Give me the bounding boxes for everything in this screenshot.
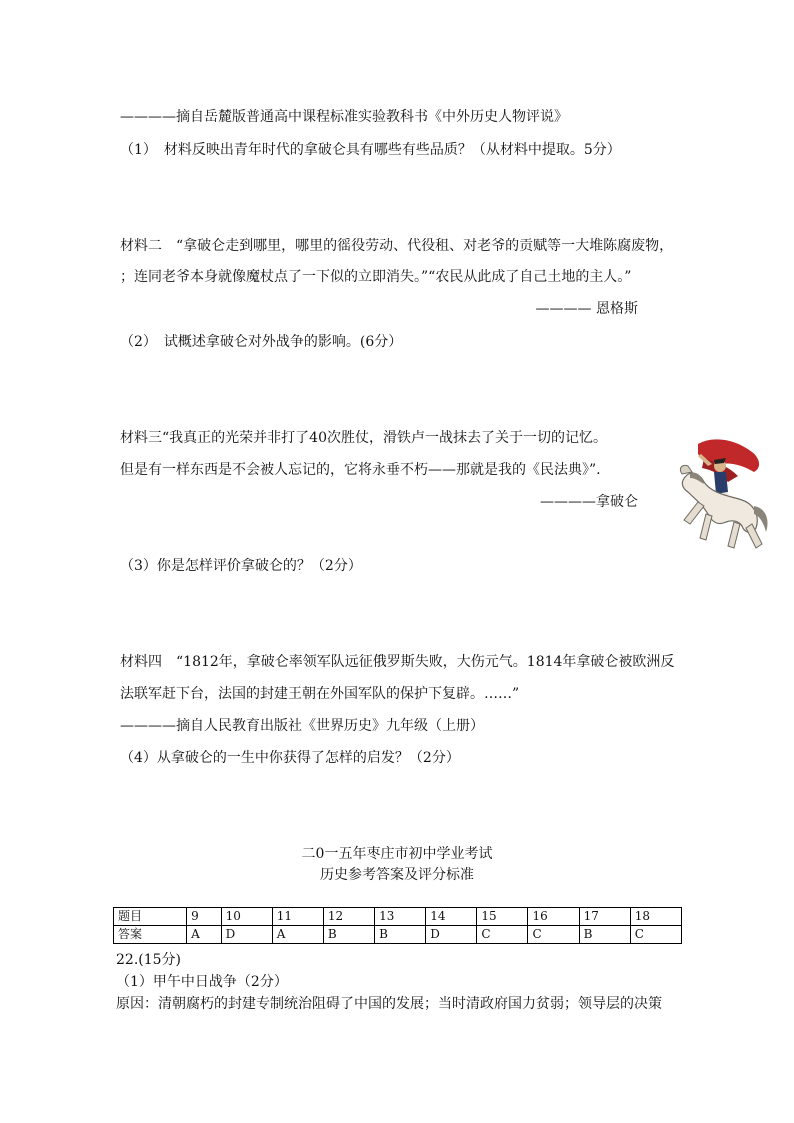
table-cell: C [477, 926, 528, 944]
question-1: （1） 材料反映出青年时代的拿破仑具有哪些有些品质？（从材料中提取。5分） [120, 142, 621, 158]
table-cell: B [323, 926, 374, 944]
material-3-source: ————拿破仑 [540, 494, 638, 510]
answer-subtitle: 历史参考答案及评分标准 [320, 867, 474, 883]
table-cell: C [630, 926, 681, 944]
table-row-numbers [114, 908, 682, 926]
table-cell: 14 [426, 908, 477, 926]
table-row-answers [114, 926, 682, 944]
answer-table [113, 907, 682, 944]
table-cell: 17 [579, 908, 630, 926]
table-cell: 11 [272, 908, 323, 926]
material-4-line-2: 法联军赶下台，法国的封建王朝在外国军队的保护下复辟。……” [120, 686, 520, 702]
table-cell: D [221, 926, 272, 944]
question-4: （4）从拿破仑的一生中你获得了怎样的启发？（2分） [120, 750, 460, 766]
table-cell: 10 [221, 908, 272, 926]
material-2-line-2: ；连同老爷本身就像魔杖点了一下似的立即消失。”“农民从此成了自己土地的主人。” [120, 269, 632, 285]
material-3-line-2: 但是有一样东西是不会被人忘记的，它将永垂不朽——那就是我的《民法典》”. [120, 462, 601, 478]
material-4-line-1: 材料四 “1812年，拿破仑率领军队远征俄罗斯失败，大伤元气。1814年拿破仑被欧洲反 [120, 654, 675, 670]
answer-22-heading: 22.(15分) [116, 952, 182, 968]
table-cell: B [579, 926, 630, 944]
answer-title: 二0一五年枣庄市初中学业考试 [301, 846, 493, 862]
source-line-1: ————摘自岳麓版普通高中课程标准实验教科书《中外历史人物评说》 [120, 109, 568, 125]
table-cell: 9 [187, 908, 221, 926]
table-cell: 18 [630, 908, 681, 926]
material-3-line-1: 材料三“我真正的光荣并非打了40次胜仗，滑铁卢一战抹去了关于一切的记忆。 [120, 430, 607, 446]
source-line-4: ————摘自人民教育出版社《世界历史》九年级（上册） [120, 718, 484, 734]
table-cell: 16 [528, 908, 579, 926]
table-cell: A [187, 926, 221, 944]
table-header-cell: 题目 [114, 908, 187, 926]
answer-22-part-1: （1）甲午中日战争（2分） [116, 974, 288, 990]
table-cell: B [375, 926, 426, 944]
question-3: （3）你是怎样评价拿破仑的？（2分） [120, 558, 362, 574]
table-cell: 13 [375, 908, 426, 926]
table-cell: D [426, 926, 477, 944]
table-cell: 15 [477, 908, 528, 926]
table-cell: A [272, 926, 323, 944]
napoleon-horse-illustration [668, 436, 772, 554]
material-2-line-1: 材料二 “拿破仑走到哪里，哪里的徭役劳动、代役租、对老爷的贡赋等一大堆陈腐废物， [120, 238, 674, 254]
answer-22-reasons: 原因：清朝腐朽的封建专制统治阻碍了中国的发展；当时清政府国力贫弱；领导层的决策 [116, 996, 662, 1012]
table-header-cell: 答案 [114, 926, 187, 944]
table-cell: 12 [323, 908, 374, 926]
table-cell: C [528, 926, 579, 944]
question-2: （2） 试概述拿破仑对外战争的影响。(6分） [120, 334, 403, 350]
material-2-source: ———— 恩格斯 [535, 301, 638, 317]
